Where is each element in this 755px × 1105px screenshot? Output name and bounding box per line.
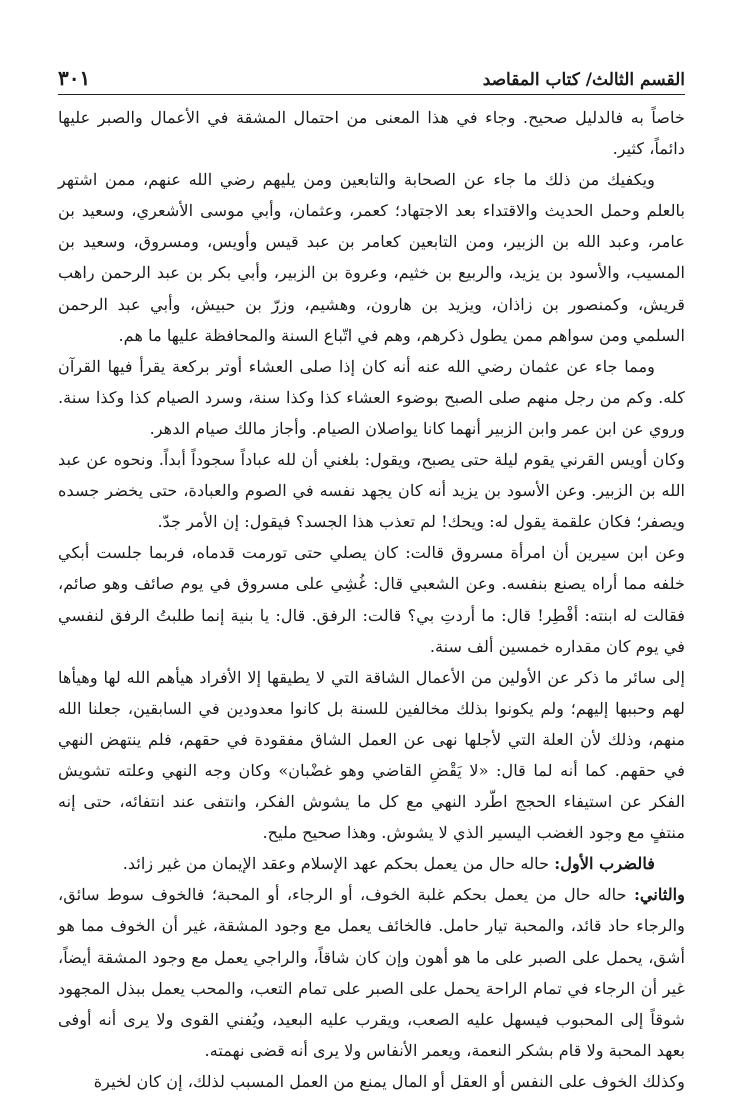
lead-term-second: والثاني: (633, 885, 685, 905)
lead-term-first: فالضرب الأول: (554, 854, 655, 874)
paragraph-3: ومما جاء عن عثمان رضي الله عنه أنه كان إذا صلى العشاء أوتر بركعة يقرأ فيها القرآن كله. وكم من رجل منهم صلى الصبح بوضوء العشاء كذا وكذا سنة، وسرد الصيام كذا وكذا سنة. وروي عن ابن عمر وابن الزبير أنهما كانا يواصلان الصيام. وأجاز مالك صيام الدهر. (58, 356, 685, 438)
paragraph-9: وكذلك الخوف على النفس أو العقل أو المال يمنع من العمل المسبب لذلك، إن كان لخيرة (93, 1071, 685, 1091)
paragraph-8: والثاني: حاله حال من يعمل بحكم غلبة الخوف، أو الرجاء، أو المحبة؛ فالخوف سوط سائق، والرجاء حاد قائد، والمحبة تيار حامل. فالخائف يعمل مع وجود المشقة، غير أن الخوف مما هو أشق، يحمل على الصبر على ما هو أهون وإن كان شاقاً، والراجي يعمل مع وجود المشقة أيضاً، غير أن الرجاء في تمام الراحة يحمل على الصبر على تمام التعب، والمحب يعمل ببذل المجهود شوقاً إلى المحبوب فيسهل عليه الصعب، ويقرب عليه البعيد، ويُفني القوى ولا يرى أنه أوفى بعهد المحبة ولا قام بشكر النعمة، ويعمر الأنفاس ولا يرى أنه قضى نهمته. (58, 885, 685, 1060)
header-rule (58, 94, 685, 95)
paragraph-6: إلى سائر ما ذكر عن الأولين من الأعمال الشاقة التي لا يطيقها إلا الأفراد هيأهم الله لها وهيأها لهم وحببها إليهم؛ ولم يكونوا بذلك مخالفين للسنة بل كانوا معدودين في السابقين، جعلنا الله منهم، وذلك لأن العلة التي لأجلها نهى عن العمل الشاق مفقودة في حقهم، فلم ينتهض النهي في حقهم. كما أنه لما قال: «لا يَقْضِ القاضي وهو غضْبان» وكان وجه النهي وعلته تشويش الفكر عن استيفاء الحجج اطّرد النهي مع كل ما يشوش الفكر، وانتفى عند انتفائه، حتى إنه منتفٍ مع وجود الغضب اليسير الذي لا يشوش. وهذا صحيح مليح. (58, 667, 685, 843)
page-body (58, 102, 685, 1097)
paragraph-4: وكان أويس القرني يقوم ليلة حتى يصبح، ويقول: بلغني أن لله عباداً سجوداً أبداً. ونحوه عن عبد الله بن الزبير. وعن الأسود بن يزيد أنه كان يجهد نفسه في الصوم والعبادة، حتى يخضر جسده ويصفر؛ فكان علقمة يقول له: ويحك! لم تعذب هذا الجسد؟ فيقول: إن الأمر جدّ. (58, 450, 685, 532)
paragraph-5: وعن ابن سيرين أن امرأة مسروق قالت: كان يصلي حتى تورمت قدماه، فربما جلست أبكي خلفه مما أراه يصنع بنفسه. وعن الشعبي قال: غُشِي على مسروق في يوم صائف وهو صائم، فقالت له ابنته: أفْطِر! قال: ما أردتِ بي؟ قالت: الرفق. قال: يا بنية إنما طلبتُ الرفق لنفسي في يوم كان مقداره خمسين ألف سنة. (58, 543, 685, 656)
page-header (58, 62, 685, 90)
paragraph-1: خاصاً به فالدليل صحيح. وجاء في هذا المعنى من احتمال المشقة في الأعمال والصبر عليها دائماً، كثير. (58, 108, 685, 159)
page-number: ٣٠١ (58, 66, 91, 90)
paragraph-7: فالضرب الأول: حاله حال من يعمل بحكم عهد الإسلام وعقد الإيمان من غير زائد. (122, 854, 655, 874)
paragraph-2: ويكفيك من ذلك ما جاء عن الصحابة والتابعين ومن يليهم رضي الله عنهم، ممن اشتهر بالعلم وحمل الحديث والاقتداء بعد الاجتهاد؛ كعمر، وعثمان، وأبي موسى الأشعري، وسعيد بن عامر، وعبد الله بن الزبير، ومن التابعين كعامر بن عبد قيس وأويس، ومسروق، وسعيد بن المسيب، والأسود بن يزيد، والربيع بن خثيم، وعروة بن الزبير، وأبي بكر بن عبد الرحمن راهب قريش، وكمنصور بن زاذان، ويزيد بن هارون، وهشيم، وزرّ بن حبيش، وأبي عبد الرحمن السلمي ومن سواهم ممن يطول ذكرهم، وهم في اتّباع السنة والمحافظة عليها ما هم. (58, 170, 685, 345)
running-title: القسم الثالث/ كتاب المقاصد (482, 70, 685, 90)
